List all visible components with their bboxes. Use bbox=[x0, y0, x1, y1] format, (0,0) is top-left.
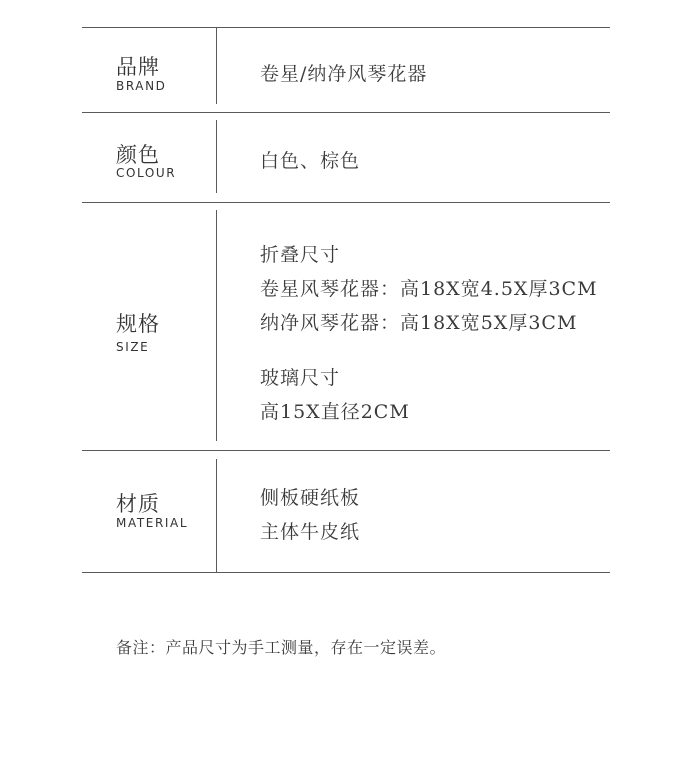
colour-label-en: COLOUR bbox=[116, 166, 177, 180]
table-top-border bbox=[82, 27, 610, 28]
material-value-side: 侧板硬纸板 bbox=[260, 487, 361, 509]
size-label-en: SIZE bbox=[116, 340, 150, 354]
size-value-juanxing: 卷星风琴花器：高18X宽4.5X厚3CM bbox=[260, 278, 598, 300]
material-value-body: 主体牛皮纸 bbox=[260, 521, 361, 543]
row-divider bbox=[82, 450, 610, 451]
table-bottom-border bbox=[82, 572, 610, 573]
size-label: 规格 bbox=[116, 312, 160, 336]
brand-value: 卷星/纳净风琴花器 bbox=[260, 63, 428, 85]
glass-size-value: 高15X直径2CM bbox=[260, 401, 410, 423]
glass-size-heading: 玻璃尺寸 bbox=[260, 367, 341, 389]
size-value-najing: 纳净风琴花器：高18X宽5X厚3CM bbox=[260, 312, 578, 334]
colour-label: 颜色 bbox=[116, 143, 160, 167]
column-divider bbox=[216, 459, 217, 572]
brand-label-en: BRAND bbox=[116, 79, 167, 93]
row-divider bbox=[82, 112, 610, 113]
folded-size-heading: 折叠尺寸 bbox=[260, 244, 341, 266]
brand-label: 品牌 bbox=[116, 55, 160, 79]
footnote: 备注：产品尺寸为手工测量，存在一定误差。 bbox=[116, 638, 447, 657]
column-divider bbox=[216, 27, 217, 104]
material-label-en: MATERIAL bbox=[116, 516, 189, 530]
column-divider bbox=[216, 210, 217, 441]
colour-value: 白色、棕色 bbox=[260, 150, 361, 172]
row-divider bbox=[82, 202, 610, 203]
material-label: 材质 bbox=[116, 492, 160, 516]
column-divider bbox=[216, 120, 217, 193]
